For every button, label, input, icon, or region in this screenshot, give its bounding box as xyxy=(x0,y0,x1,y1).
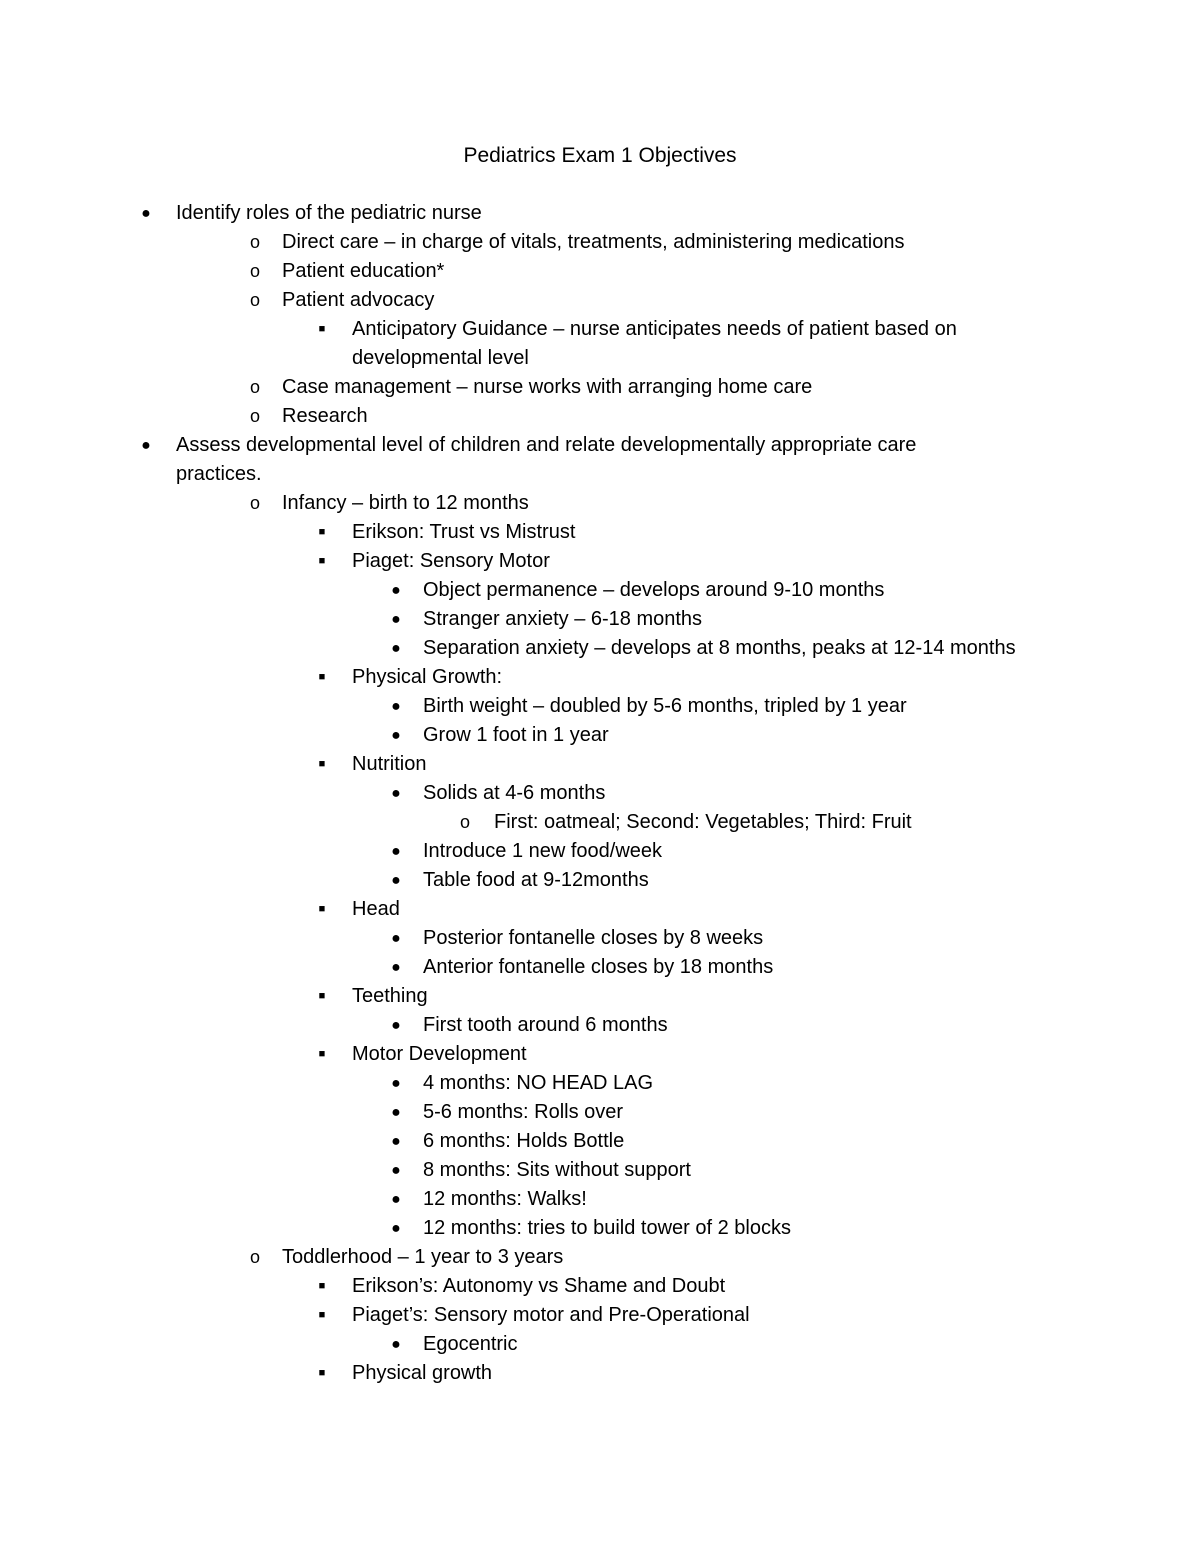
outline-item xyxy=(0,1272,1200,1301)
outline-item xyxy=(0,866,1200,895)
outline-item xyxy=(0,895,1200,924)
outline-item-text: Anterior fontanelle closes by 18 months xyxy=(423,956,774,978)
outline-item-continuation xyxy=(0,344,1200,373)
outline-item xyxy=(0,750,1200,779)
outline-item xyxy=(0,373,1200,402)
outline-item-text: Motor Development xyxy=(352,1043,527,1065)
square-bullet-icon: ■ xyxy=(318,1280,326,1292)
outline-item xyxy=(0,199,1200,228)
circle-bullet-icon: o xyxy=(249,493,260,513)
disc-bullet-icon: ● xyxy=(391,1191,401,1208)
outline-item-text: Toddlerhood – 1 year to 3 years xyxy=(282,1246,564,1268)
square-bullet-icon: ■ xyxy=(318,526,326,538)
document-title: Pediatrics Exam 1 Objectives xyxy=(463,144,737,167)
outline-item-text: First: oatmeal; Second: Vegetables; Third: Fruit xyxy=(494,811,912,833)
square-bullet-icon: ■ xyxy=(318,990,326,1002)
outline-item-text: Egocentric xyxy=(423,1333,518,1355)
outline-item-text: Piaget: Sensory Motor xyxy=(352,550,550,572)
outline-item xyxy=(0,286,1200,315)
disc-bullet-icon: ● xyxy=(391,1075,401,1092)
outline-item-text: Erikson: Trust vs Mistrust xyxy=(352,521,576,543)
square-bullet-icon: ■ xyxy=(318,1309,326,1321)
outline-item xyxy=(0,982,1200,1011)
disc-bullet-icon: ● xyxy=(391,1220,401,1237)
outline-item-text: Solids at 4-6 months xyxy=(423,782,606,804)
outline-item-text: Head xyxy=(352,898,400,920)
disc-bullet-icon: ● xyxy=(391,698,401,715)
square-bullet-icon: ■ xyxy=(318,323,326,335)
outline-item-text: Research xyxy=(282,405,368,427)
outline-item xyxy=(0,837,1200,866)
square-bullet-icon: ■ xyxy=(318,1048,326,1060)
outline-item xyxy=(0,808,1200,837)
outline-item-text: Stranger anxiety – 6-18 months xyxy=(423,608,703,630)
outline-item-text: 6 months: Holds Bottle xyxy=(423,1130,625,1152)
circle-bullet-icon: o xyxy=(249,290,260,310)
outline-item xyxy=(0,431,1200,460)
outline-item-text: Table food at 9-12months xyxy=(423,869,649,891)
outline-item xyxy=(0,634,1200,663)
outline-item-text: Introduce 1 new food/week xyxy=(423,840,663,862)
disc-bullet-icon: ● xyxy=(391,930,401,947)
outline-item-text: Posterior fontanelle closes by 8 weeks xyxy=(423,927,764,949)
circle-bullet-icon: o xyxy=(249,1247,260,1267)
disc-bullet-icon: ● xyxy=(391,582,401,599)
circle-bullet-icon: o xyxy=(249,377,260,397)
outline-item xyxy=(0,518,1200,547)
disc-bullet-icon: ● xyxy=(391,611,401,628)
disc-bullet-icon: ● xyxy=(391,785,401,802)
outline-item xyxy=(0,1359,1200,1388)
outline-item xyxy=(0,1330,1200,1359)
outline-item-text: Direct care – in charge of vitals, treatments, administering medications xyxy=(282,231,905,253)
outline-item-text: Anticipatory Guidance – nurse anticipates needs of patient based on xyxy=(352,318,957,340)
outline-item xyxy=(0,547,1200,576)
outline-item-text: 12 months: tries to build tower of 2 blocks xyxy=(423,1217,791,1239)
disc-bullet-icon: ● xyxy=(391,843,401,860)
square-bullet-icon: ■ xyxy=(318,671,326,683)
outline-item xyxy=(0,605,1200,634)
outline-item xyxy=(0,402,1200,431)
disc-bullet-icon: ● xyxy=(391,872,401,889)
outline-item-text: Grow 1 foot in 1 year xyxy=(423,724,609,746)
outline-item-text: Identify roles of the pediatric nurse xyxy=(176,202,482,224)
disc-bullet-icon: ● xyxy=(141,205,151,222)
outline-item-text: Teething xyxy=(352,985,428,1007)
outline-item xyxy=(0,924,1200,953)
outline-item-text: 8 months: Sits without support xyxy=(423,1159,691,1181)
outline-item xyxy=(0,576,1200,605)
outline-item xyxy=(0,1185,1200,1214)
outline-item xyxy=(0,489,1200,518)
outline-item-text: Patient advocacy xyxy=(282,289,435,311)
outline-item xyxy=(0,953,1200,982)
outline-item-text: 5-6 months: Rolls over xyxy=(423,1101,624,1123)
square-bullet-icon: ■ xyxy=(318,1367,326,1379)
outline-list xyxy=(0,199,1200,1388)
circle-bullet-icon: o xyxy=(249,261,260,281)
circle-bullet-icon: o xyxy=(249,406,260,426)
outline-item xyxy=(0,692,1200,721)
outline-item-text: Nutrition xyxy=(352,753,427,775)
outline-item xyxy=(0,1127,1200,1156)
outline-item-text: Case management – nurse works with arranging home care xyxy=(282,376,813,398)
outline-item xyxy=(0,721,1200,750)
outline-item-text: Patient education* xyxy=(282,260,445,282)
outline-item-text: Physical Growth: xyxy=(352,666,503,688)
circle-bullet-icon: o xyxy=(459,812,470,832)
disc-bullet-icon: ● xyxy=(141,437,151,454)
disc-bullet-icon: ● xyxy=(391,1162,401,1179)
circle-bullet-icon: o xyxy=(249,232,260,252)
disc-bullet-icon: ● xyxy=(391,1104,401,1121)
outline-item-text: Piaget’s: Sensory motor and Pre-Operational xyxy=(352,1304,750,1326)
outline-item xyxy=(0,315,1200,344)
square-bullet-icon: ■ xyxy=(318,758,326,770)
square-bullet-icon: ■ xyxy=(318,903,326,915)
outline-item-text: 4 months: NO HEAD LAG xyxy=(423,1072,654,1094)
disc-bullet-icon: ● xyxy=(391,640,401,657)
outline-item xyxy=(0,1098,1200,1127)
outline-item xyxy=(0,1011,1200,1040)
outline-item xyxy=(0,663,1200,692)
disc-bullet-icon: ● xyxy=(391,1336,401,1353)
disc-bullet-icon: ● xyxy=(391,727,401,744)
outline-item xyxy=(0,1156,1200,1185)
outline-item xyxy=(0,1040,1200,1069)
outline-item xyxy=(0,1301,1200,1330)
outline-item-text: Infancy – birth to 12 months xyxy=(282,492,529,514)
outline-item xyxy=(0,779,1200,808)
outline-item-text: First tooth around 6 months xyxy=(423,1014,668,1036)
outline-item-text: 12 months: Walks! xyxy=(423,1188,587,1210)
outline-item-text: Assess developmental level of children and relate developmentally appropriate care xyxy=(176,434,917,456)
outline-item xyxy=(0,1243,1200,1272)
disc-bullet-icon: ● xyxy=(391,1017,401,1034)
outline-item-text: Erikson’s: Autonomy vs Shame and Doubt xyxy=(352,1275,726,1297)
outline-item-text: developmental level xyxy=(352,347,529,369)
outline-item xyxy=(0,257,1200,286)
outline-item xyxy=(0,1214,1200,1243)
outline-item-text: Object permanence – develops around 9-10 months xyxy=(423,579,885,601)
outline-item-continuation xyxy=(0,460,1200,489)
outline-item-text: practices. xyxy=(176,463,262,485)
outline-item-text: Separation anxiety – develops at 8 months, peaks at 12-14 months xyxy=(423,637,1016,659)
disc-bullet-icon: ● xyxy=(391,1133,401,1150)
outline-item-text: Birth weight – doubled by 5-6 months, tripled by 1 year xyxy=(423,695,907,717)
outline-item xyxy=(0,228,1200,257)
outline-item xyxy=(0,1069,1200,1098)
disc-bullet-icon: ● xyxy=(391,959,401,976)
square-bullet-icon: ■ xyxy=(318,555,326,567)
outline-item-text: Physical growth xyxy=(352,1362,493,1384)
